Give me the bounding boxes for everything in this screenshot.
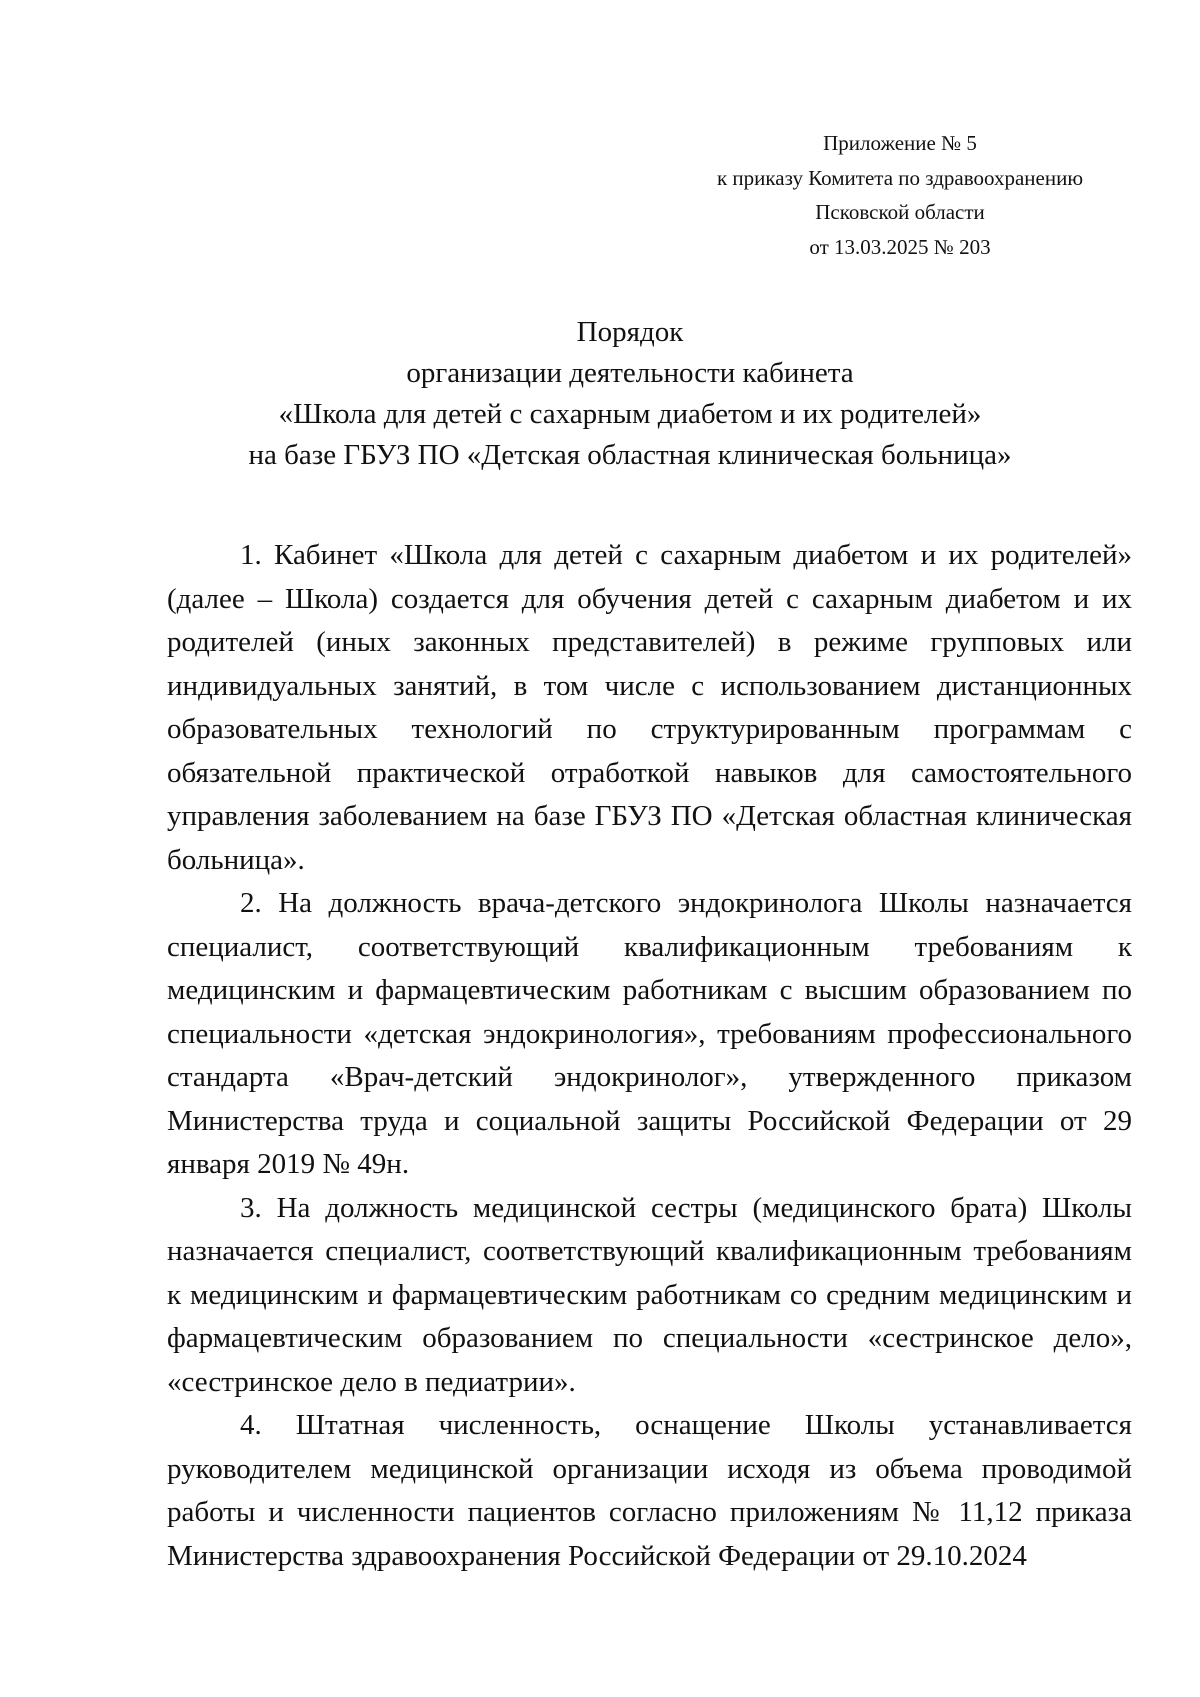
paragraph-3: 3. На должность медицинской сестры (медицинского брата) Школы назначается специалист, соответствующий квалификационным требованиям к медицинским и фармацевтическим работникам со средним медицинским и фармацевтическим образованием по специальности «сестринское дело», «сестринское дело в педиатрии». — [167, 1191, 1132, 1398]
annex-order-reference: к приказу Комитета по здравоохранению — [716, 165, 1084, 190]
annex-header — [660, 126, 1140, 264]
paragraph-1: 1. Кабинет «Школа для детей с сахарным диабетом и их родителей» (далее – Школа) создается для обучения детей с сахарным диабетом и их родителей (иных законных представителей) в режиме групповых или индивидуальных занятий, в том числе с использованием дистанционных образовательных технологий по структурированным программам с обязательной практической отработкой навыков для самостоятельного управления заболеванием на базе ГБУЗ ПО «Детская областная клиническая больница». — [167, 539, 1132, 876]
title-line-2: организации деятельности кабинета — [406, 357, 854, 389]
document-title — [160, 312, 1100, 476]
title-line-3: «Школа для детей с сахарным диабетом и их родителей» — [278, 398, 982, 430]
annex-region: Псковской области — [815, 200, 985, 224]
title-line-4: на базе ГБУЗ ПО «Детская областная клиническая больница» — [248, 439, 1012, 471]
title-line-1: Порядок — [576, 316, 684, 348]
document-body — [167, 534, 1132, 1578]
annex-date-number: от 13.03.2025 № 203 — [809, 234, 991, 259]
paragraph-4: 4. Штатная численность, оснащение Школы устанавливается руководителем медицинской организации исходя из объема проводимой работы и численности пациентов согласно приложениям № 11,12 приказа Министерства здравоохранения Российской Федерации от 29.10.2024 — [167, 1409, 1132, 1572]
annex-number: Приложение № 5 — [823, 131, 977, 155]
paragraph-2: 2. На должность врача-детского эндокринолога Школы назначается специалист, соответствующий квалификационным требованиям к медицинским и фармацевтическим работникам с высшим образованием по специальности «детская эндокринология», требованиям профессионального стандарта «Врач-детский эндокринолог», утвержденного приказом Министерства труда и социальной защиты Российской Федерации от 29 января 2019 № 49н. — [167, 887, 1132, 1180]
